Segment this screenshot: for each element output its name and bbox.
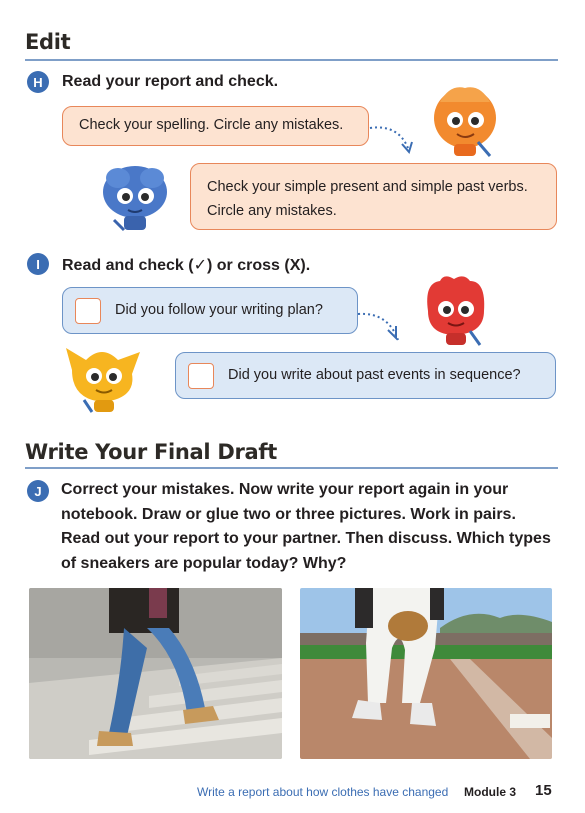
photo-sneakers-baseball: [300, 588, 552, 759]
instruction-line: notebook. Draw or glue two or three pictures. Work in pairs.: [61, 505, 516, 523]
page-number: 15: [535, 782, 552, 799]
spelling-check-text: Check your spelling. Circle any mistakes.: [79, 117, 344, 133]
final-draft-title: Write Your Final Draft: [25, 440, 277, 464]
badge-i: I: [27, 253, 49, 275]
edit-title: Edit: [25, 30, 71, 54]
dotted-arrow-icon: [368, 118, 418, 158]
spelling-check-box: [62, 106, 369, 146]
verbs-check-line2: Circle any mistakes.: [207, 203, 337, 219]
final-draft-instructions: [61, 478, 561, 576]
i-instruction: Read and check (✓) or cross (X).: [62, 257, 311, 274]
question-2-text: Did you write about past events in sequence?: [228, 367, 521, 383]
yellow-character-icon: [62, 340, 144, 420]
baseball-photo-image: [300, 588, 552, 759]
final-draft-divider: [25, 467, 558, 469]
question-1-text: Did you follow your writing plan?: [115, 302, 323, 318]
footer-module: Module 3: [464, 785, 517, 799]
orange-character-icon: [430, 82, 500, 162]
red-character-icon: [420, 273, 492, 353]
verbs-check-box: [190, 163, 557, 230]
verbs-check-line1: Check your simple present and simple past verbs.: [207, 179, 528, 195]
instruction-line: of sneakers are popular today? Why?: [61, 554, 347, 572]
question-2-checkbox[interactable]: [188, 363, 214, 389]
badge-j: J: [27, 480, 49, 502]
question-2-box: [175, 352, 556, 399]
stairs-photo-image: [29, 588, 282, 759]
question-1-checkbox[interactable]: [75, 298, 101, 324]
question-1-box: [62, 287, 358, 334]
instruction-line: Correct your mistakes. Now write your report again in your: [61, 481, 509, 498]
edit-divider: [25, 59, 558, 61]
footer-caption: Write a report about how clothes have changed: [197, 785, 449, 799]
h-instruction: Read your report and check.: [62, 73, 279, 90]
badge-h: H: [27, 71, 49, 93]
blue-character-icon: [96, 160, 174, 235]
instruction-line: Read out your report to your partner. Then discuss. Which types: [61, 530, 551, 547]
photo-sneakers-stairs: [29, 588, 282, 759]
dotted-arrow-icon: [356, 300, 406, 350]
